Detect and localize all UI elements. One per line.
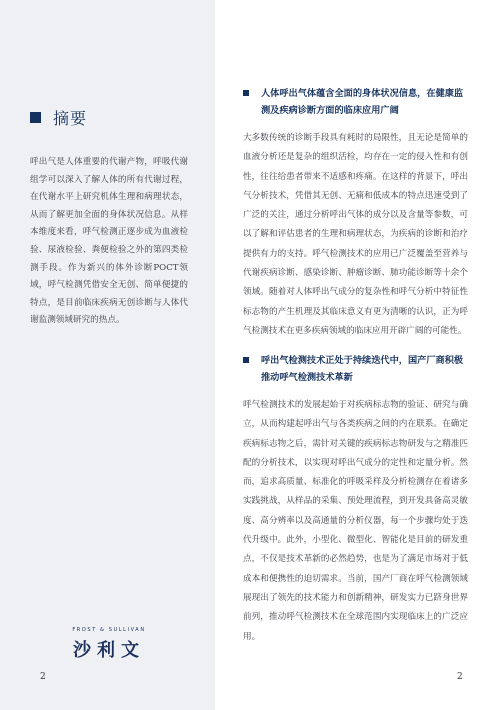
page-number-left: 2 <box>40 672 46 682</box>
section-heading <box>243 352 468 386</box>
page-number-right: 2 <box>457 672 463 682</box>
abstract-body: 呼出气是人体重要的代谢产物，呼吸代谢组学可以深入了解人体的所有代谢过程，在代谢水平上研究机体生理和病理状态，从而了解更加全面的身体状况信息。从样本维度来看，呼气检测正逐步成为血液检验、尿液检验、粪便检验之外的第四类检测手段。作为新兴的体外诊断POCT领域，呼气检测凭借安全无创、简单便捷的特点，是目前临床疾病无创诊断与人体代谢监测领域研究的热点。 <box>30 157 188 326</box>
bullet-square-icon <box>243 90 249 96</box>
heading-square-icon <box>30 112 41 123</box>
abstract-heading <box>30 106 87 129</box>
section-body: 呼气检测技术的发展起始于对疾病标志物的验证、研究与确立，从而构建起呼出气与各类疾病之间的内在联系。在确定疾病标志物之后，需针对关键的疾病标志物研发与之精准匹配的分析技术，以实现对呼出气成分的定性和定量分析。然而，追求高质量、标准化的呼吸采样及分析检测存在着诸多实践挑战，从样品的采集、预处理流程，到开发具备高灵敏度、高分辨率以及高通量的分析仪器，每一个步骤均处于迭代升级中。此外，小型化、微型化、智能化是目前的研发重点，不仅是技术革新的必然趋势，也是为了满足市场对于低成本和便携性的迫切需求。当前，国产厂商在呼气检测领域展现出了领先的技术能力和创新精神，研发实力已跻身世界前列，推动呼气检测技术在全球范围内实现临床上的广泛应用。 <box>243 400 468 642</box>
section-title: 呼出气检测技术正处于持续迭代中，国产厂商积极推动呼气检测技术革新 <box>261 355 464 383</box>
abstract-panel <box>0 0 215 710</box>
logo-chinese-text: 沙利文 <box>73 640 145 661</box>
section-body: 大多数传统的诊断手段具有耗时的局限性，且无论是简单的血液分析还是复杂的组织活检，均存在一定的侵入性和有创性，往往给患者带来不适感和疼痛。在这样的背景下，呼出气分析技术，凭借其无创、无痛和低成本的特点迅速受到了广泛的关注，通过分析呼出气体的成分以及含量等参数，可以了解和评估患者的生理和病理状态，为疾病的诊断和治疗提供有力的支持。呼气检测技术的应用已广泛覆盖至营养与代谢疾病诊断、感染诊断、肿瘤诊断、肺功能诊断等十余个领域。随着对人体呼出气成分的复杂性和呼气分析中特征性标志物的产生机理及其临床意义有更为清晰的认识，正为呼气检测技术在更多疾病领域的临床应用开辟广阔的可能性。 <box>243 133 468 336</box>
logo-english-text: FROST & SULLIVAN <box>72 627 146 633</box>
section-breath-tech-iteration <box>243 352 468 647</box>
section-title: 人体呼出气体蕴含全面的身体状况信息，在健康监测及疾病诊断方面的临床应用广阔 <box>261 88 464 116</box>
frost-sullivan-logo <box>66 627 152 662</box>
section-breath-health-info <box>243 85 468 341</box>
section-heading <box>243 85 468 119</box>
abstract-title: 摘要 <box>53 109 88 128</box>
bullet-square-icon <box>243 357 249 363</box>
